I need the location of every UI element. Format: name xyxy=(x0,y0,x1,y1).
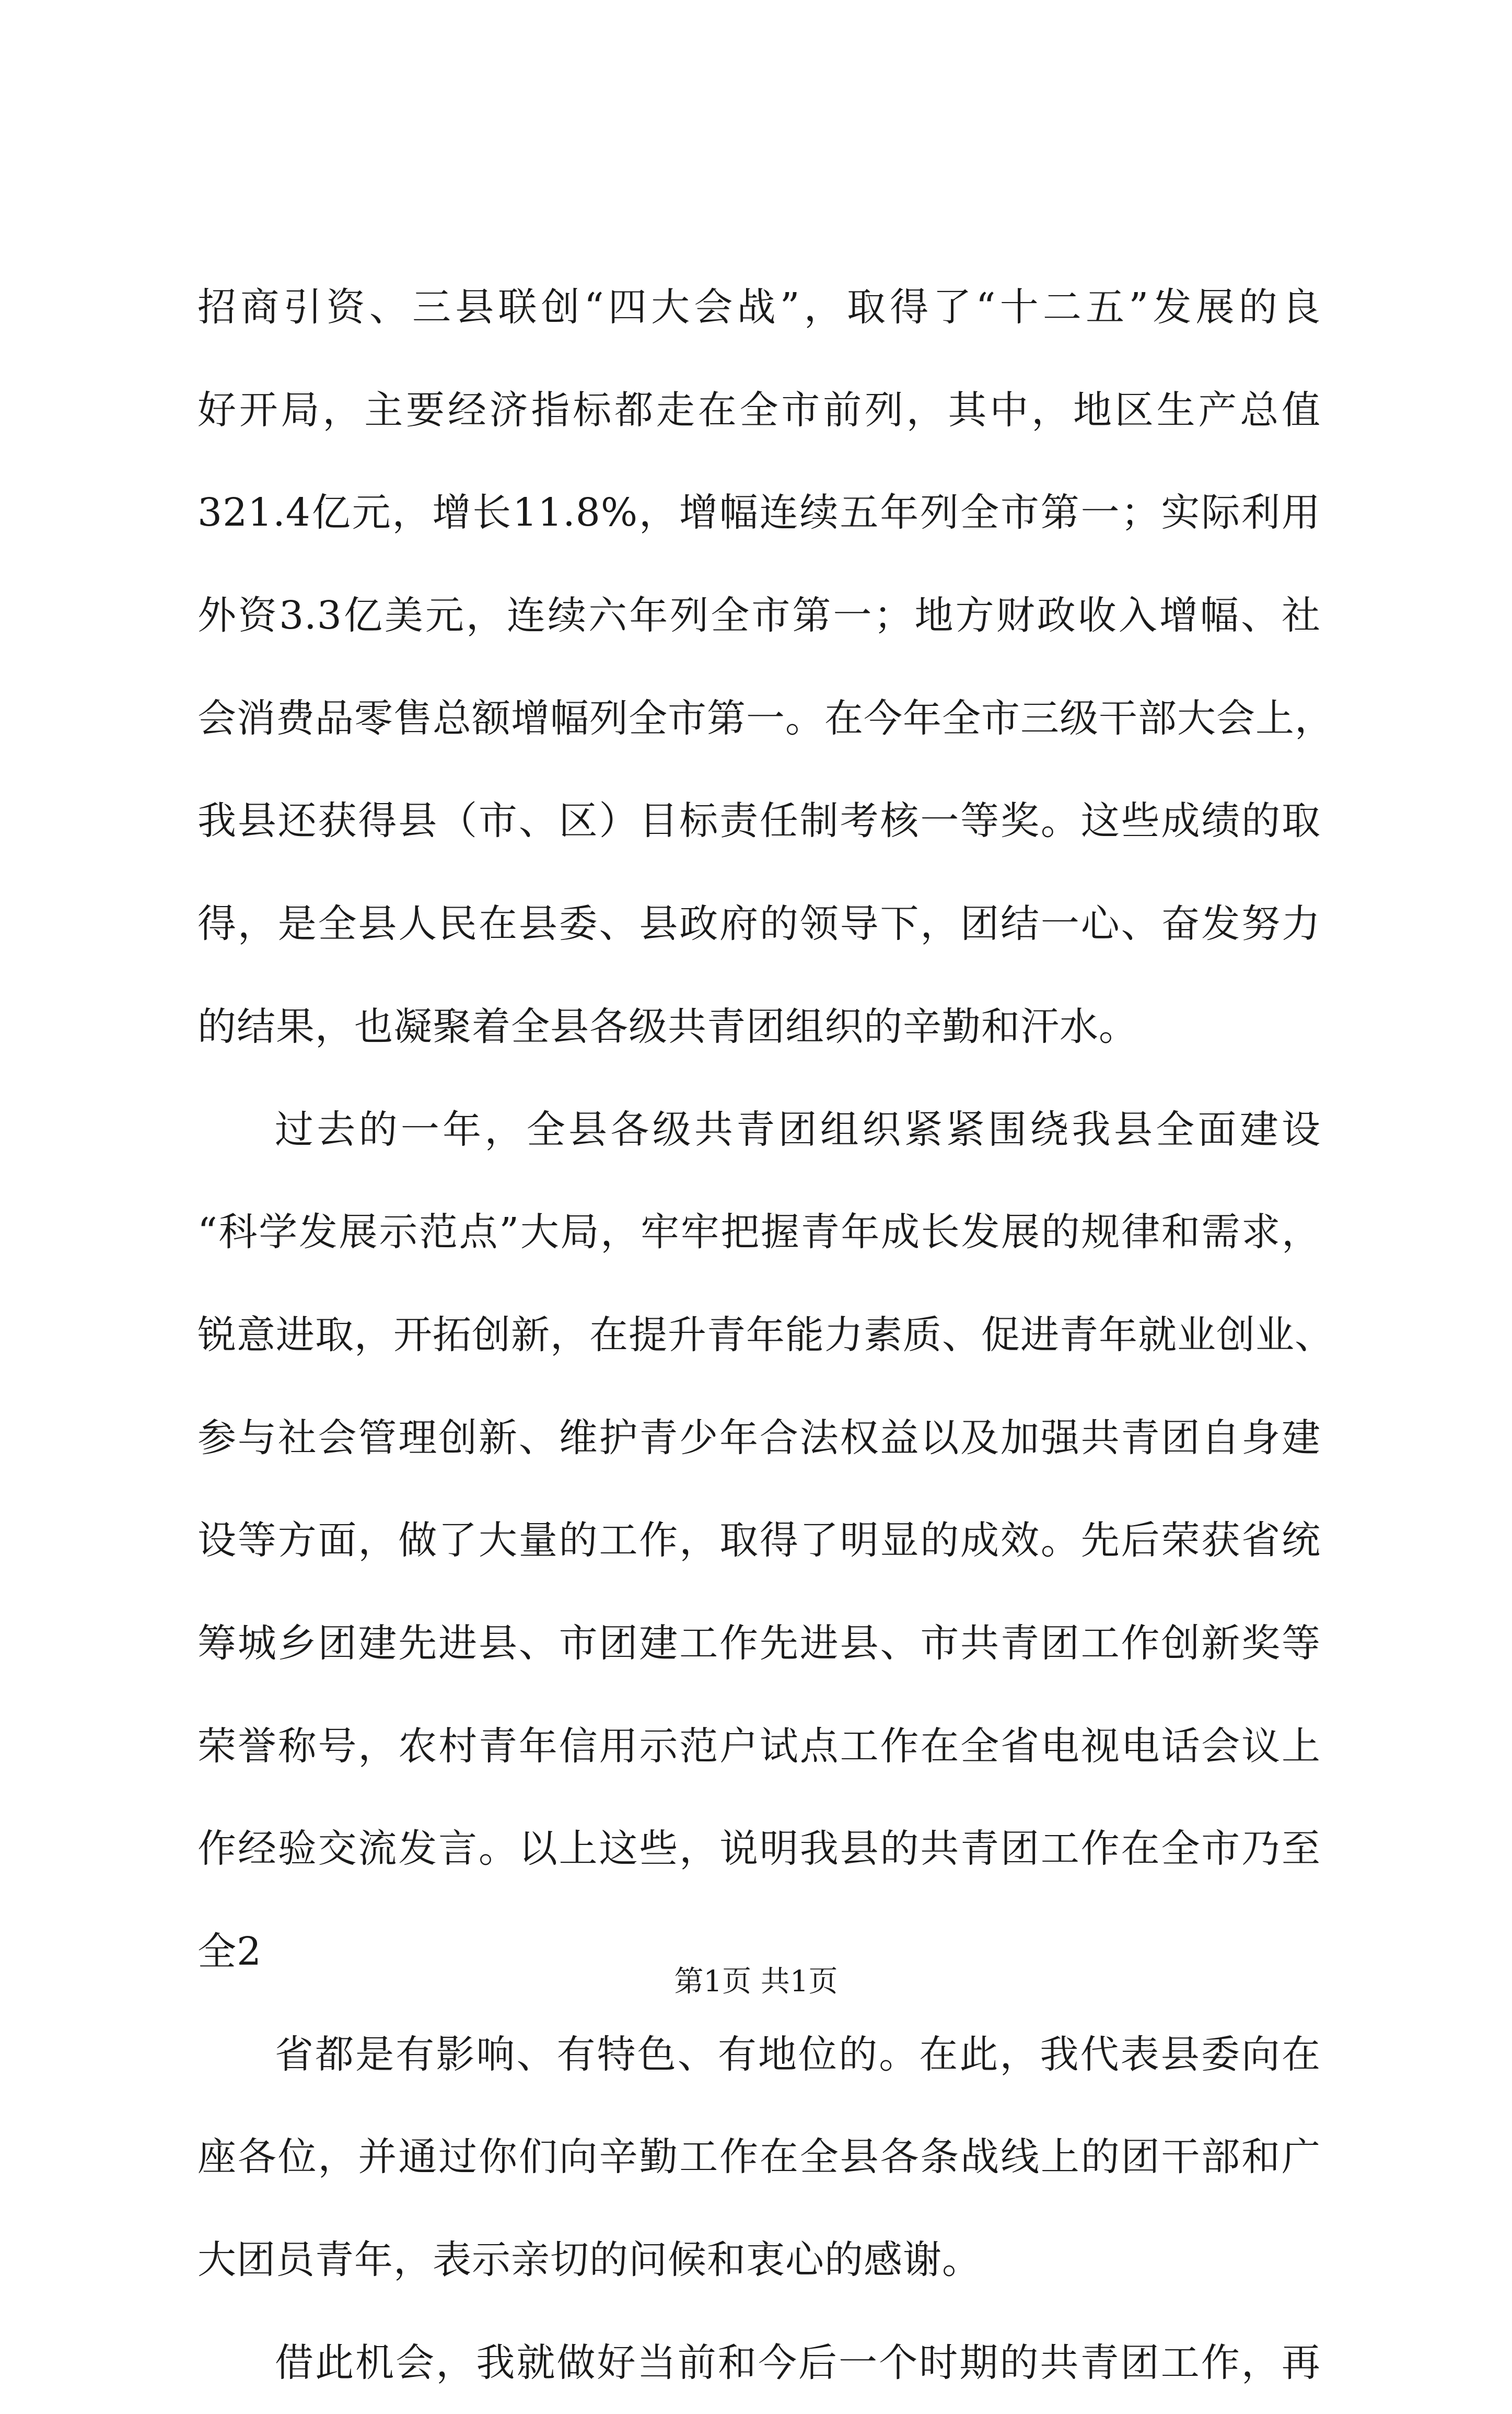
page-footer xyxy=(0,1964,1512,2000)
text-line: 作经验交流发言。以上这些，说明我县的共青团工作在全市乃至 xyxy=(197,1826,1321,1872)
text-line: 锐意进取，开拓创新，在提升青年能力素质、促进青年就业创业、 xyxy=(197,1312,1334,1357)
text-line: 筹城乡团建先进县、市团建工作先进县、市共青团工作创新奖等 xyxy=(197,1620,1321,1666)
text-line: 321.4亿元，增长11.8%，增幅连续五年列全市第一；实际利用 xyxy=(197,490,1321,536)
page-number: 第1页 共1页 xyxy=(674,1965,838,1999)
text-line: 大团员青年，表示亲切的问候和衷心的感谢。 xyxy=(197,2237,981,2283)
text-line: 外资3.3亿美元，连续六年列全市第一；地方财政收入增幅、社 xyxy=(197,593,1321,639)
text-line: 荣誉称号，农村青年信用示范户试点工作在全省电视电话会议上 xyxy=(197,1723,1321,1769)
paragraph-first-line: 借此机会，我就做好当前和今后一个时期的共青团工作，再 xyxy=(275,2340,1321,2385)
text-line: 座各位，并通过你们向辛勤工作在全县各条战线上的团干部和广 xyxy=(197,2134,1321,2180)
text-line: 全2 xyxy=(197,1929,262,1974)
text-line: 我县还获得县（市、区）目标责任制考核一等奖。这些成绩的取 xyxy=(197,798,1321,844)
text-line: “科学发展示范点”大局，牢牢把握青年成长发展的规律和需求， xyxy=(197,1210,1321,1255)
text-line: 会消费品零售总额增幅列全市第一。在今年全市三级干部大会上， xyxy=(197,695,1334,741)
text-line: 参与社会管理创新、维护青少年合法权益以及加强共青团自身建 xyxy=(197,1415,1321,1460)
text-line: 的结果，也凝聚着全县各级共青团组织的辛勤和汗水。 xyxy=(197,1004,1138,1049)
text-line: 招商引资、三县联创“四大会战”，取得了“十二五”发展的良 xyxy=(197,285,1321,330)
document-body xyxy=(197,256,1334,2414)
paragraph-first-line: 省都是有影响、有特色、有地位的。在此，我代表县委向在 xyxy=(275,2032,1321,2077)
paragraph-first-line: 过去的一年，全县各级共青团组织紧紧围绕我县全面建设 xyxy=(275,1107,1321,1152)
text-line: 得，是全县人民在县委、县政府的领导下，团结一心、奋发努力 xyxy=(197,901,1321,947)
text-line: 好开局，主要经济指标都走在全市前列，其中，地区生产总值 xyxy=(197,387,1321,433)
text-line: 设等方面，做了大量的工作，取得了明显的成效。先后荣获省统 xyxy=(197,1518,1321,1563)
